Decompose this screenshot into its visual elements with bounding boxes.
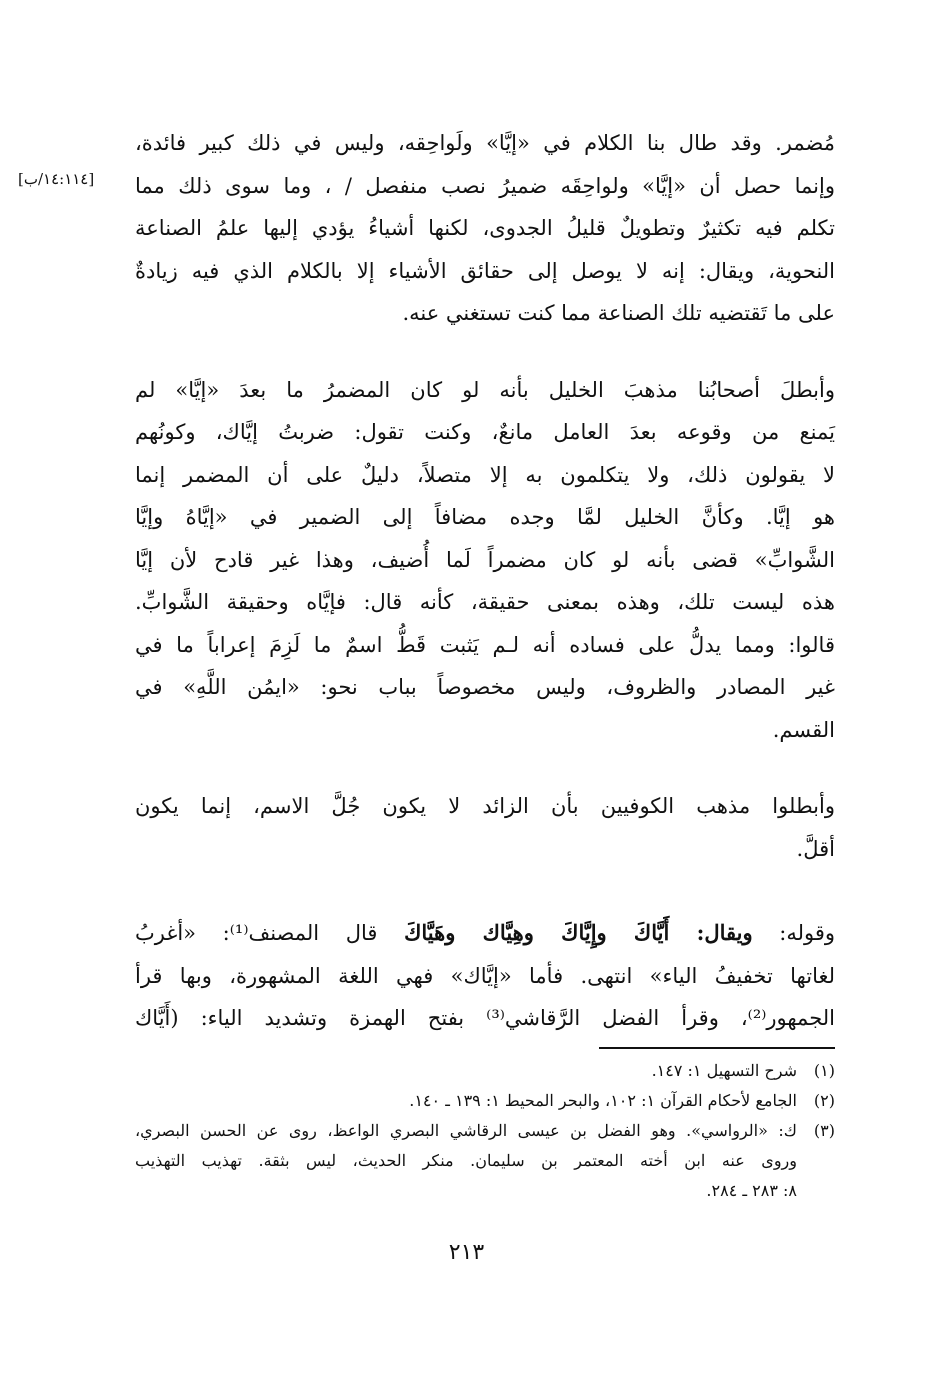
text-line: الجمهور⁽²⁾، وقرأ الفضل الرَّقاشي⁽³⁾ بفتح الهمزة وتشديد الياء: (أَيَّاك xyxy=(135,1006,835,1030)
footnote-text: ٨: ٢٨٣ ـ ٢٨٤. xyxy=(706,1181,797,1200)
footnote-number: (١) xyxy=(813,1061,835,1080)
text-run: وقوله: xyxy=(752,921,835,945)
footnote-text: وروى عنه ابن أخته المعتمر بن سليمان. منكر الحديث، ليس بثقة. تهذيب التهذيب xyxy=(135,1151,797,1170)
bold-quote: ويقال: أَيَّاكَ وإِيَّاكَ وهِيَّاك وهَيَّاكَ xyxy=(404,920,753,945)
footnote-number: (٢) xyxy=(813,1091,835,1110)
paragraph-1 xyxy=(135,122,835,335)
text-line: قالوا: ومما يدلُّ على فساده أنه لـم يَثبت قَطُّ اسمٌ ما لَزِمَ إعراباً ما في xyxy=(135,632,835,657)
paragraph-spacer xyxy=(135,335,835,369)
text-line: النحوية، ويقال: إنه لا يوصل إلى حقائق الأشياء إلا بالكلام الذي فيه زيادةٌ xyxy=(135,258,835,283)
footnote-3 xyxy=(135,1116,835,1206)
text-line: وإنما حصل أن «إيَّا» ولواحِقَه ضميرُ نصب منفصل / ، وما سوى ذلك مما xyxy=(135,173,835,198)
page-number: ٢١٣ xyxy=(448,1240,485,1265)
paragraph-3 xyxy=(135,785,835,870)
paragraph-4 xyxy=(135,912,835,1040)
footnotes xyxy=(135,1056,835,1206)
text-line: غير المصادر والظروف، وليس مخصوصاً بباب نحو: «ايمُن اللَّهِ» في xyxy=(135,675,835,699)
text-line: مُضمر. وقد طال بنا الكلام في «إيَّا» ولَواحِقه، وليس في ذلك كبير فائدة، xyxy=(135,131,835,155)
text-line: وأبطلوا مذهب الكوفيين بأن الزائد لا يكون جُلَّ الاسم، إنما يكون xyxy=(135,794,835,818)
footnote-text: ك: «الرواسي». وهو الفضل بن عيسى الرقاشي البصري الواعظ، روى عن الحسن البصري، xyxy=(135,1121,797,1140)
footnote-divider xyxy=(599,1047,835,1049)
text-line: تكلم فيه تكثيرٌ وتطويلٌ قليلُ الجدوى، لكنها أشياءُ يؤدي إليها علمُ الصناعة xyxy=(135,216,835,240)
footnote-text: شرح التسهيل ١: ١٤٧. xyxy=(651,1061,797,1080)
text-run: قال المصنف⁽¹⁾: «أغربُ xyxy=(135,921,405,945)
text-line: لغاتها تخفيفُ الياء» انتهى. فأما «إيَّاك» فهي اللغة المشهورة، وبها قرأ xyxy=(135,963,835,988)
footnote-1 xyxy=(135,1056,835,1086)
text-line-with-bold xyxy=(135,912,835,955)
text-line: الشَّوابِّ» قضى بأنه لو كان مضمراً لَما أُضيف، وهذا غير قادح لأن إيَّا xyxy=(135,547,835,572)
text-line: وأبطلَ أصحابُنا مذهبَ الخليل بأنه لو كان المضمرُ ما بعدَ «إيَّا» لم xyxy=(135,377,835,402)
text-line: لا يقولون ذلك، ولا يتكلمون به إلا متصلاً، دليلٌ على أن المضمر إنما xyxy=(135,462,835,487)
text-line: هذه ليست تلك، وهذه بمعنى حقيقة، كأنه قال: فإيَّاه وحقيقة الشَّوابِّ. xyxy=(135,590,835,614)
text-line: القسم. xyxy=(772,717,835,742)
text-line: هو إيَّا. وكأنَّ الخليل لمَّا وجده مضافاً إلى الضمير في «إيَّاهُ وإيَّا xyxy=(135,505,835,529)
text-line: أقلَّ. xyxy=(796,836,835,861)
paragraph-spacer xyxy=(135,870,835,912)
margin-note-folio: [١٤:١١٤/ب] xyxy=(18,170,95,188)
footnote-2 xyxy=(135,1086,835,1116)
footnote-number: (٣) xyxy=(813,1121,835,1140)
paragraph-spacer xyxy=(135,751,835,785)
main-text xyxy=(135,122,835,1040)
text-line: يَمنع من وقوعه بعدَ العامل مانعٌ، وكنت تقول: ضربتُ إيَّاك، وكونُهم xyxy=(135,420,835,444)
footnote-text: الجامع لأحكام القرآن ١: ١٠٢، والبحر المحيط ١: ١٣٩ ـ ١٤٠. xyxy=(409,1091,797,1110)
text-line: على ما تَقتضيه تلك الصناعة مما كنت تستغني عنه. xyxy=(402,301,835,325)
paragraph-2 xyxy=(135,369,835,752)
